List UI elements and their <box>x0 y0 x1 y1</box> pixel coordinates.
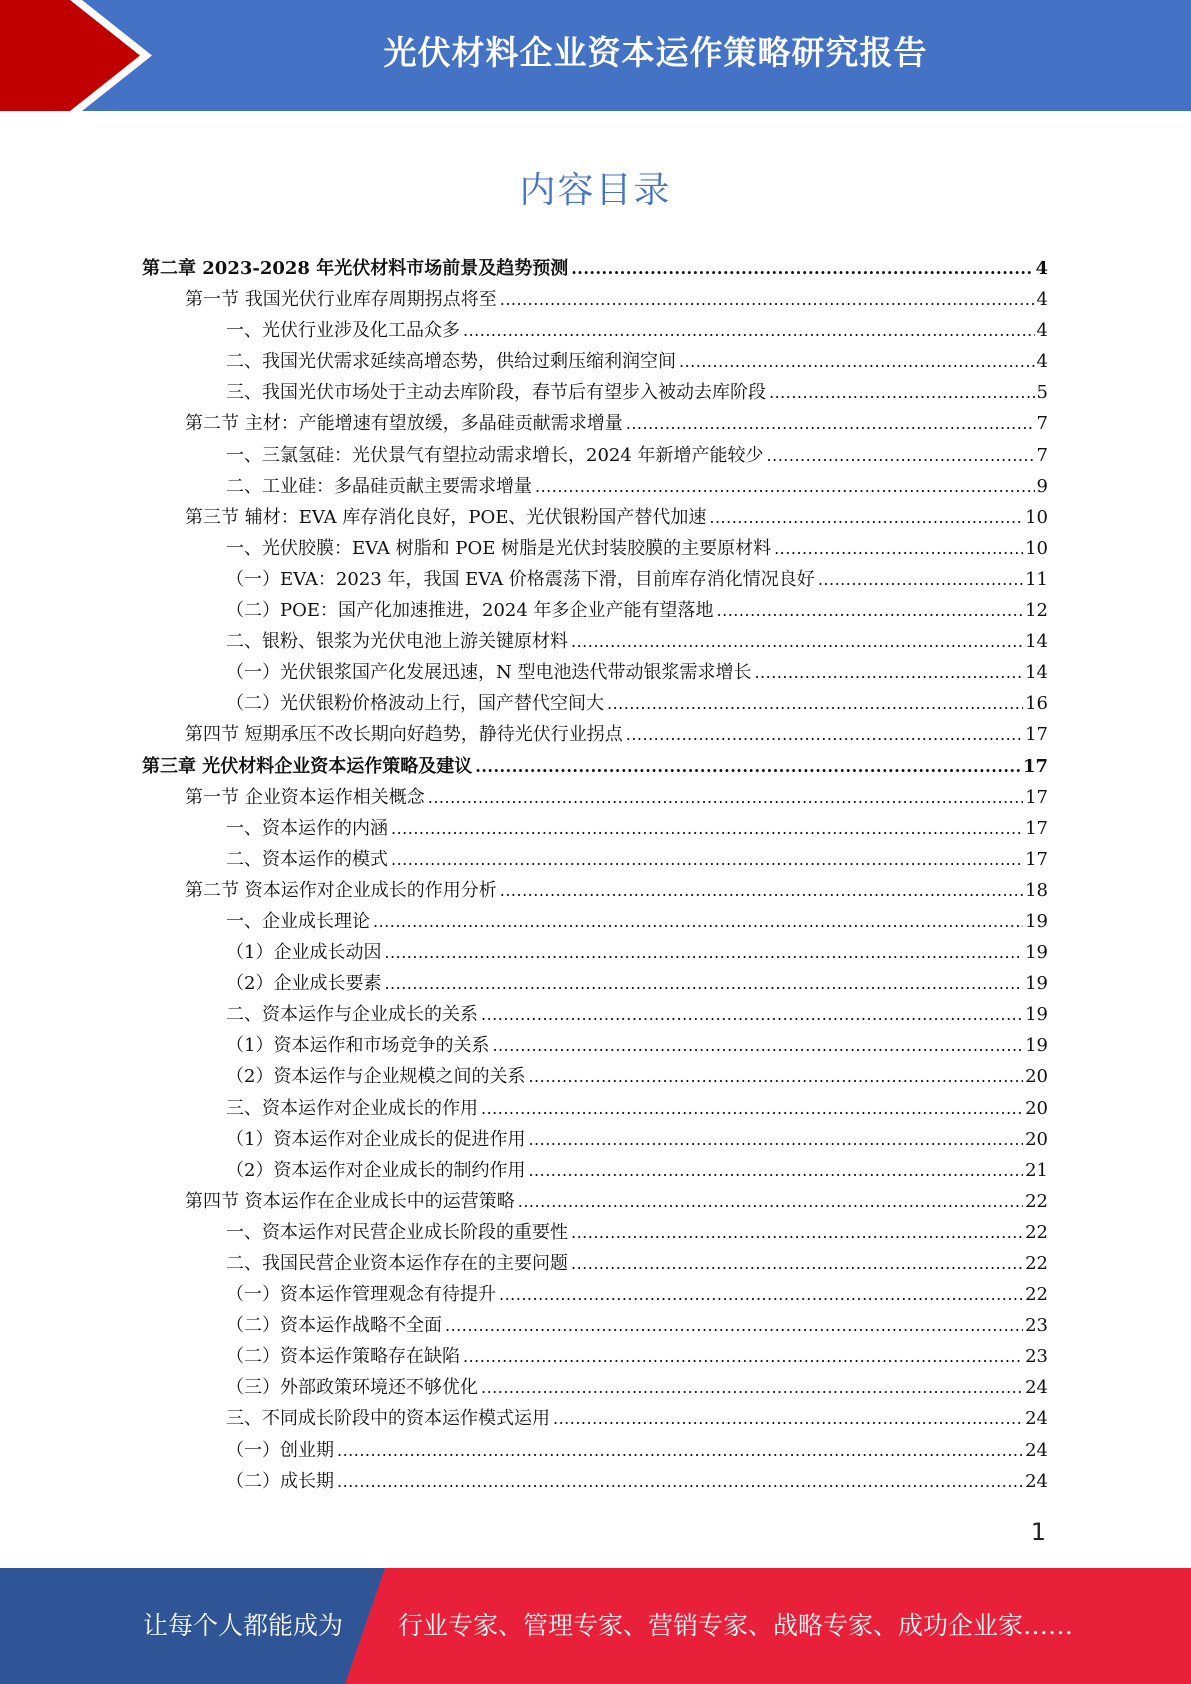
toc-entry[interactable] <box>142 1403 1048 1434</box>
toc-entry-title: （一）资本运作管理观念有待提升 <box>226 1284 496 1306</box>
toc-entry-title: （一）创业期 <box>226 1439 334 1461</box>
toc-entry-page: 22 <box>1025 1221 1048 1243</box>
toc-entry[interactable] <box>142 1155 1048 1186</box>
toc-entry-page: 21 <box>1025 1159 1048 1181</box>
toc-dot-leader <box>553 1403 1023 1434</box>
toc-entry-title: 第二章 2023-2028 年光伏材料市场前景及趋势预测 <box>142 258 569 279</box>
toc-entry-title: 一、企业成长理论 <box>226 910 370 932</box>
toc-dot-leader <box>717 595 1024 626</box>
toc-entry-page: 18 <box>1025 879 1048 901</box>
page-header-band <box>0 0 1191 111</box>
toc-dot-leader <box>463 315 1035 346</box>
toc-entry-page: 7 <box>1036 444 1048 466</box>
toc-entry-page: 4 <box>1036 289 1048 311</box>
toc-dot-leader <box>391 813 1023 844</box>
toc-entry[interactable] <box>142 782 1048 813</box>
toc-entry-title: （2）企业成长要素 <box>226 973 382 995</box>
toc-entry-title: 第三节 辅材：EVA 库存消化良好，POE、光伏银粉国产替代加速 <box>185 506 707 528</box>
toc-dot-leader <box>767 440 1035 471</box>
toc-entry-page: 4 <box>1035 258 1048 279</box>
toc-dot-leader <box>518 1186 1023 1217</box>
footer-slogan-left: 让每个人都能成为 <box>143 1611 344 1640</box>
toc-entry[interactable] <box>142 999 1048 1030</box>
toc-entry-page: 16 <box>1025 693 1048 715</box>
toc-dot-leader <box>709 502 1023 533</box>
toc-entry[interactable] <box>142 284 1048 315</box>
toc-entry[interactable] <box>142 1466 1048 1497</box>
toc-entry-page: 12 <box>1025 600 1048 622</box>
toc-entry-title: 第一节 企业资本运作相关概念 <box>185 786 425 808</box>
toc-entry[interactable] <box>142 1217 1048 1248</box>
toc-entry-page: 19 <box>1025 942 1048 964</box>
toc-entry-title: （2）资本运作对企业成长的制约作用 <box>226 1159 526 1181</box>
toc-dot-leader <box>391 844 1023 875</box>
toc-entry-page: 17 <box>1022 755 1048 777</box>
toc-entry-title: （一）光伏银浆国产化发展迅速，N 型电池迭代带动银浆需求增长 <box>226 662 752 684</box>
toc-entry-page: 19 <box>1025 910 1048 932</box>
toc-entry-page: 14 <box>1025 631 1048 653</box>
toc-dot-leader <box>774 533 1023 564</box>
toc-dot-leader <box>754 657 1023 688</box>
toc-dot-leader <box>481 1093 1023 1124</box>
toc-dot-leader <box>626 719 1023 750</box>
toc-entry-title: 三、我国光伏市场处于主动去库阶段，春节后有望步入被动去库阶段 <box>226 382 766 404</box>
toc-dot-leader <box>571 1217 1023 1248</box>
toc-dot-leader <box>571 1248 1023 1279</box>
toc-entry-title: 一、三氯氢硅：光伏景气有望拉动需求增长，2024 年新增产能较少 <box>226 444 764 466</box>
toc-entry-page: 23 <box>1025 1315 1048 1337</box>
toc-entry[interactable] <box>142 844 1048 875</box>
toc-dot-leader <box>679 346 1035 377</box>
toc-entry-page: 24 <box>1025 1408 1048 1430</box>
toc-entry-title: 第三章 光伏材料企业资本运作策略及建议 <box>142 755 473 777</box>
toc-dot-leader <box>475 751 1021 782</box>
toc-entry-title: 一、资本运作的内涵 <box>226 817 388 839</box>
toc-entry[interactable] <box>142 1124 1048 1155</box>
toc-dot-leader <box>607 688 1023 719</box>
toc-entry-title: （二）光伏银粉价格波动上行，国产替代空间大 <box>226 693 604 715</box>
toc-entry[interactable] <box>142 315 1048 346</box>
toc-entry[interactable] <box>142 533 1048 564</box>
toc-entry-title: （二）成长期 <box>226 1470 334 1492</box>
toc-entry-page: 7 <box>1036 413 1048 435</box>
toc-entry[interactable] <box>142 471 1048 502</box>
toc-dot-leader <box>626 408 1035 439</box>
toc-entry-page: 5 <box>1036 382 1048 404</box>
header-red-chevron-icon <box>0 0 140 111</box>
toc-dot-leader <box>500 875 1023 906</box>
toc-entry-title: 第一节 我国光伏行业库存周期拐点将至 <box>185 289 497 311</box>
toc-entry-title: 一、资本运作对民营企业成长阶段的重要性 <box>226 1221 568 1243</box>
toc-dot-leader <box>528 1061 1023 1092</box>
toc-entry[interactable] <box>142 377 1048 408</box>
toc-entry-page: 24 <box>1025 1377 1048 1399</box>
toc-dot-leader <box>571 253 1033 284</box>
toc-entry-title: （二）资本运作战略不全面 <box>226 1315 442 1337</box>
toc-entry[interactable] <box>142 595 1048 626</box>
toc-dot-leader <box>373 906 1023 937</box>
toc-entry-title: （三）外部政策环境还不够优化 <box>226 1377 478 1399</box>
toc-entry-page: 14 <box>1025 662 1048 684</box>
toc-dot-leader <box>481 1372 1023 1403</box>
toc-heading: 内容目录 <box>519 170 672 211</box>
page-footer-band <box>0 1568 1191 1684</box>
toc-entry[interactable] <box>142 1341 1048 1372</box>
toc-dot-leader <box>818 564 1023 595</box>
toc-entry-page: 24 <box>1025 1439 1048 1461</box>
toc-entry-title: 三、不同成长阶段中的资本运作模式运用 <box>226 1408 550 1430</box>
toc-entry-title: （1）资本运作和市场竞争的关系 <box>226 1035 490 1057</box>
toc-entry[interactable] <box>142 688 1048 719</box>
toc-entry[interactable] <box>142 657 1048 688</box>
toc-entry-page: 9 <box>1036 475 1048 497</box>
toc-entry[interactable] <box>142 1372 1048 1403</box>
toc-entry-title: （二）资本运作策略存在缺陷 <box>226 1346 460 1368</box>
toc-dot-leader <box>769 377 1035 408</box>
toc-dot-leader <box>528 1155 1023 1186</box>
toc-dot-leader <box>492 1030 1023 1061</box>
toc-entry-title: 第四节 短期承压不改长期向好趋势，静待光伏行业拐点 <box>185 724 623 746</box>
toc-entry-title: 二、资本运作与企业成长的关系 <box>226 1004 478 1026</box>
toc-entry-page: 22 <box>1025 1253 1048 1274</box>
toc-entry-title: 二、工业硅：多晶硅贡献主要需求增量 <box>226 475 532 497</box>
toc-entry-title: 第四节 资本运作在企业成长中的运营策略 <box>185 1190 515 1212</box>
toc-entry-title: （2）资本运作与企业规模之间的关系 <box>226 1066 526 1088</box>
toc-entry[interactable] <box>142 626 1048 657</box>
toc-entry[interactable] <box>142 346 1048 377</box>
toc-entry[interactable] <box>142 906 1048 937</box>
toc-entry[interactable] <box>142 253 1048 284</box>
toc-dot-leader <box>384 968 1023 999</box>
toc-entry-page: 10 <box>1025 537 1048 559</box>
toc-entry-title: 一、光伏胶膜：EVA 树脂和 POE 树脂是光伏封装胶膜的主要原材料 <box>226 537 772 559</box>
toc-entry-page: 4 <box>1036 351 1048 373</box>
toc-dot-leader <box>481 999 1023 1030</box>
toc-entry[interactable] <box>142 408 1048 439</box>
toc-entry-page: 17 <box>1025 724 1048 746</box>
toc-entry[interactable] <box>142 1248 1048 1279</box>
toc-entry-page: 4 <box>1036 320 1048 342</box>
toc-entry[interactable] <box>142 1061 1048 1092</box>
toc-entry-page: 11 <box>1025 568 1048 590</box>
toc-dot-leader <box>463 1341 1023 1372</box>
toc-entry[interactable] <box>142 440 1048 471</box>
toc-entry-page: 24 <box>1025 1470 1048 1492</box>
toc-entry[interactable] <box>142 1435 1048 1466</box>
toc-entry[interactable] <box>142 1310 1048 1341</box>
toc-entry-title: 二、银粉、银浆为光伏电池上游关键原材料 <box>226 631 568 653</box>
toc-entry-title: （二）POE：国产化加速推进，2024 年多企业产能有望落地 <box>226 600 714 622</box>
toc-entry[interactable] <box>142 564 1048 595</box>
toc-dot-leader <box>384 937 1023 968</box>
toc-entry-page: 22 <box>1025 1284 1048 1306</box>
toc-entry-page: 17 <box>1025 817 1048 839</box>
toc-entry[interactable] <box>142 1186 1048 1217</box>
toc-entry-title: 一、光伏行业涉及化工品众多 <box>226 320 460 342</box>
toc-entry[interactable] <box>142 1030 1048 1061</box>
toc-entry-page: 10 <box>1025 506 1048 528</box>
toc-entry-page: 20 <box>1025 1066 1048 1088</box>
page-number: 1 <box>1030 1518 1046 1546</box>
toc-entry[interactable] <box>142 968 1048 999</box>
toc-entry-page: 23 <box>1025 1346 1048 1368</box>
toc-dot-leader <box>528 1124 1023 1155</box>
toc-entry-page: 17 <box>1025 786 1048 808</box>
toc-entry-page: 19 <box>1025 1035 1048 1057</box>
toc-entry-title: 第二节 主材：产能增速有望放缓，多晶硅贡献需求增量 <box>185 413 623 435</box>
toc-entry[interactable] <box>142 502 1048 533</box>
toc-dot-leader <box>337 1466 1023 1497</box>
toc-entry[interactable] <box>142 875 1048 906</box>
report-title: 光伏材料企业资本运作策略研究报告 <box>383 33 928 72</box>
footer-slogan-right: 行业专家、管理专家、营销专家、战略专家、成功企业家…… <box>398 1611 1074 1640</box>
toc-entry-page: 17 <box>1025 848 1048 870</box>
toc-entry-title: （一）EVA：2023 年，我国 EVA 价格震荡下滑，目前库存消化情况良好 <box>226 568 815 590</box>
toc-dot-leader <box>571 626 1023 657</box>
toc-entry-page: 20 <box>1025 1128 1048 1150</box>
toc-entry-page: 20 <box>1025 1097 1048 1119</box>
toc-entry[interactable] <box>142 1279 1048 1310</box>
toc-dot-leader <box>337 1435 1023 1466</box>
toc-entry-title: 二、资本运作的模式 <box>226 848 388 870</box>
toc-dot-leader <box>428 782 1023 813</box>
toc-entry[interactable] <box>142 719 1048 750</box>
toc-dot-leader <box>445 1310 1023 1341</box>
toc-entry-page: 22 <box>1025 1190 1048 1212</box>
toc-entry-title: （1）资本运作对企业成长的促进作用 <box>226 1128 526 1150</box>
toc-entry[interactable] <box>142 813 1048 844</box>
toc-entry[interactable] <box>142 751 1048 782</box>
table-of-contents <box>142 253 1048 1497</box>
toc-dot-leader <box>499 1279 1023 1310</box>
toc-entry-title: 三、资本运作对企业成长的作用 <box>226 1097 478 1119</box>
toc-entry-title: 二、我国光伏需求延续高增态势，供给过剩压缩利润空间 <box>226 351 676 373</box>
toc-entry[interactable] <box>142 937 1048 968</box>
toc-dot-leader <box>535 471 1035 502</box>
toc-entry-page: 19 <box>1025 973 1048 995</box>
toc-entry-page: 19 <box>1025 1004 1048 1026</box>
toc-entry-title: （1）企业成长动因 <box>226 942 382 964</box>
toc-entry-title: 二、我国民营企业资本运作存在的主要问题 <box>226 1253 568 1274</box>
toc-entry[interactable] <box>142 1093 1048 1124</box>
toc-dot-leader <box>500 284 1035 315</box>
toc-entry-title: 第二节 资本运作对企业成长的作用分析 <box>185 879 497 901</box>
